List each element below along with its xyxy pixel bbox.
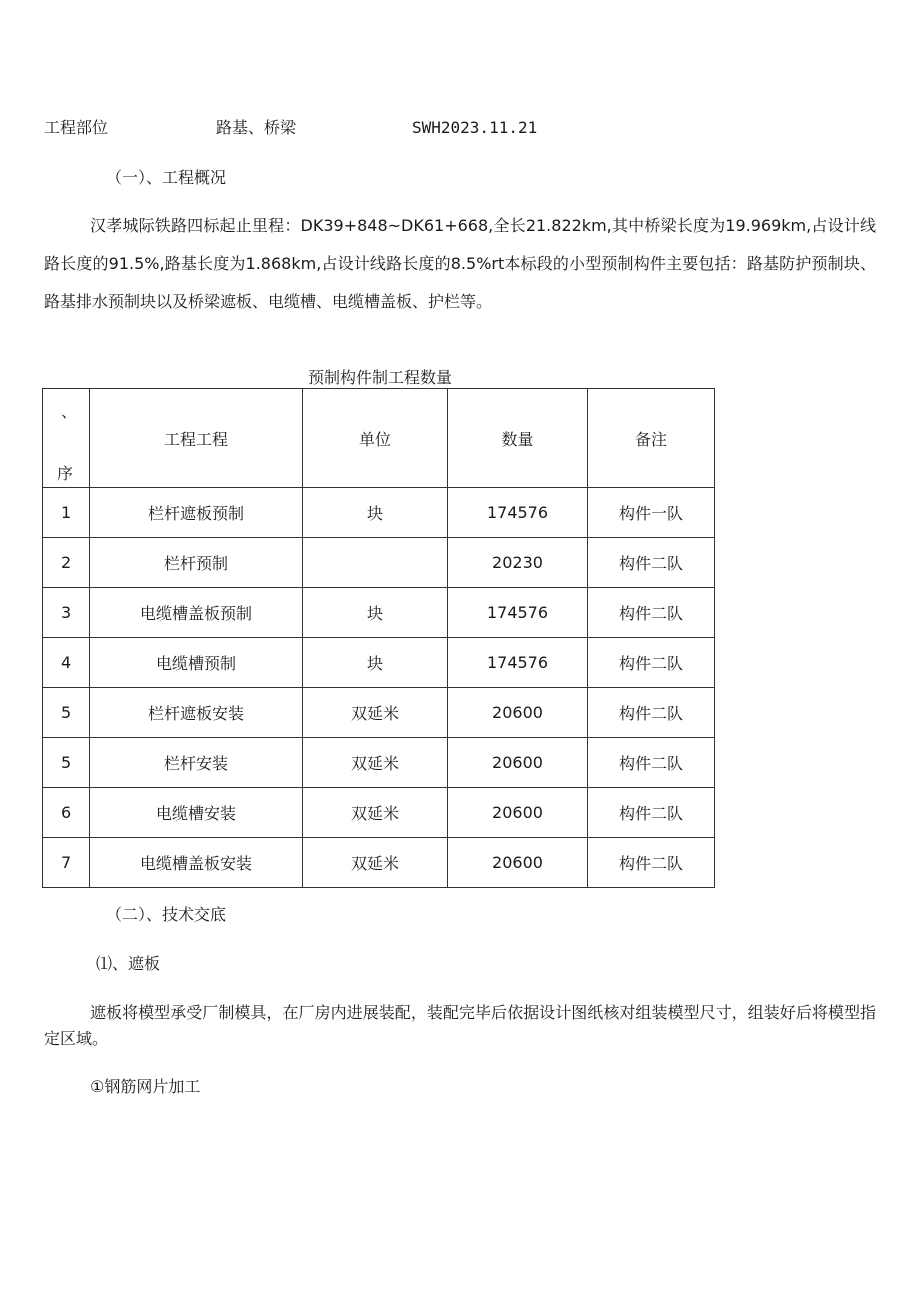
row-remark: 构件二队 bbox=[588, 738, 715, 788]
row-unit: 双延米 bbox=[303, 688, 448, 738]
header-unit: 单位 bbox=[303, 389, 448, 488]
quantity-table bbox=[42, 388, 715, 888]
row-no: 5 bbox=[43, 688, 90, 738]
row-no: 1 bbox=[43, 488, 90, 538]
row-unit: 块 bbox=[303, 588, 448, 638]
table-caption: 预制构件制工程数量 bbox=[308, 368, 453, 387]
section2-item: ①钢筋网片加工 bbox=[90, 1077, 201, 1096]
row-remark: 构件一队 bbox=[588, 488, 715, 538]
row-project: 栏杆遮板安装 bbox=[90, 688, 303, 738]
header-quantity: 数量 bbox=[448, 389, 588, 488]
row-quantity: 174576 bbox=[448, 488, 588, 538]
row-remark: 构件二队 bbox=[588, 838, 715, 888]
row-quantity: 20600 bbox=[448, 788, 588, 838]
table-row bbox=[43, 638, 715, 688]
row-project: 栏杆安装 bbox=[90, 738, 303, 788]
row-project: 电缆槽安装 bbox=[90, 788, 303, 838]
row-no: 7 bbox=[43, 838, 90, 888]
row-quantity: 20600 bbox=[448, 688, 588, 738]
row-no: 6 bbox=[43, 788, 90, 838]
section1-heading: （一）、工程概况 bbox=[106, 168, 227, 187]
section2-paragraph: 遮板将模型承受厂制模具，在厂房内进展装配，装配完毕后依据设计图纸核对组装模型尺寸，组装好后将模型指定区域。 bbox=[44, 1003, 876, 1048]
header-code: SWH2023.11.21 bbox=[412, 118, 538, 137]
row-unit: 块 bbox=[303, 488, 448, 538]
header-project: 工程工程 bbox=[90, 389, 303, 488]
header-label: 工程部位 bbox=[44, 118, 109, 137]
row-project: 电缆槽预制 bbox=[90, 638, 303, 688]
header-seq-mark: 、 bbox=[61, 402, 78, 421]
row-quantity: 174576 bbox=[448, 588, 588, 638]
row-unit bbox=[303, 538, 448, 588]
row-quantity: 20230 bbox=[448, 538, 588, 588]
row-unit: 双延米 bbox=[303, 788, 448, 838]
section2-heading: （二）、技术交底 bbox=[106, 905, 227, 924]
row-unit: 双延米 bbox=[303, 838, 448, 888]
row-no: 3 bbox=[43, 588, 90, 638]
row-remark: 构件二队 bbox=[588, 638, 715, 688]
row-remark: 构件二队 bbox=[588, 588, 715, 638]
header-remark: 备注 bbox=[588, 389, 715, 488]
section2-sub-heading: ⑴、遮板 bbox=[96, 954, 161, 973]
row-unit: 块 bbox=[303, 638, 448, 688]
table-header-row bbox=[43, 389, 715, 488]
table-row bbox=[43, 588, 715, 638]
table-row bbox=[43, 488, 715, 538]
row-quantity: 174576 bbox=[448, 638, 588, 688]
table-row bbox=[43, 838, 715, 888]
header-location: 路基、桥梁 bbox=[216, 118, 297, 137]
row-no: 2 bbox=[43, 538, 90, 588]
row-remark: 构件二队 bbox=[588, 788, 715, 838]
row-remark: 构件二队 bbox=[588, 538, 715, 588]
header-seq-cell bbox=[43, 389, 90, 488]
section1-paragraph: 汉孝城际铁路四标起止里程：DK39+848~DK61+668,全长21.822km,其中桥梁长度为19.969km,占设计线路长度的91.5%,路基长度为1.868km,占设计线路长度的8.5%rt本标段的小型预制构件主要包括：路基防护预制块、路基排水预制块以及桥梁遮板、电缆槽、电缆槽盖板、护栏等。 bbox=[44, 216, 876, 311]
table-row bbox=[43, 538, 715, 588]
row-project: 栏杆预制 bbox=[90, 538, 303, 588]
row-remark: 构件二队 bbox=[588, 688, 715, 738]
header-seq: 序 bbox=[57, 464, 74, 483]
row-unit: 双延米 bbox=[303, 738, 448, 788]
row-project: 栏杆遮板预制 bbox=[90, 488, 303, 538]
row-quantity: 20600 bbox=[448, 738, 588, 788]
table-row bbox=[43, 688, 715, 738]
table-row bbox=[43, 738, 715, 788]
row-no: 5 bbox=[43, 738, 90, 788]
table-row bbox=[43, 788, 715, 838]
row-quantity: 20600 bbox=[448, 838, 588, 888]
row-project: 电缆槽盖板预制 bbox=[90, 588, 303, 638]
row-project: 电缆槽盖板安装 bbox=[90, 838, 303, 888]
row-no: 4 bbox=[43, 638, 90, 688]
